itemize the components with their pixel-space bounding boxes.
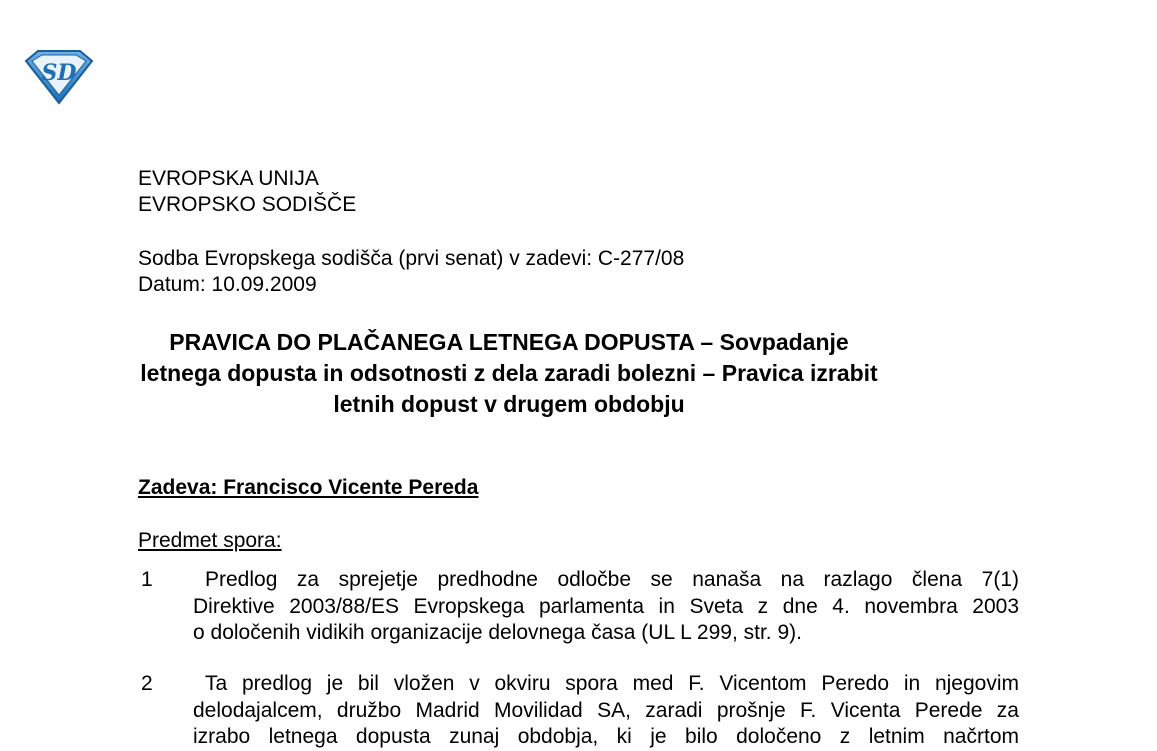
paragraph-1	[193, 567, 1019, 647]
paragraph-2	[193, 671, 1019, 751]
sd-logo	[22, 47, 96, 105]
header-court: EVROPSKO SODIŠČE	[138, 193, 357, 216]
paragraph-line: Predlog za sprejetje predhodne odločbe se nanaša na razlago člena 7(1)	[205, 568, 1019, 591]
case-judgment: Sodba Evropskega sodišča (prvi senat) v zadevi: C-277/08	[138, 247, 685, 270]
paragraph-line: Direktive 2003/88/ES Evropskega parlamenta in Sveta z dne 4. novembra 2003	[193, 594, 1019, 618]
title-line-3: letnih dopust v drugem obdobju	[333, 391, 685, 417]
paragraph-line: delodajalcem, družbo Madrid Movilidad SA, zaradi prošnje F. Vicenta Perede za	[193, 698, 1019, 722]
paragraph-number: 1	[141, 568, 153, 591]
svg-text:SD: SD	[41, 60, 77, 86]
title-line-1: PRAVICA DO PLAČANEGA LETNEGA DOPUSTA – Sovpadanje	[169, 329, 849, 355]
paragraph-line: izrabo letnega dopusta zunaj obdobja, ki je bilo določeno z letnim načrtom	[193, 725, 1019, 748]
document-title	[138, 327, 880, 420]
dispute-heading: Predmet spora:	[138, 529, 282, 552]
case-subject: Zadeva: Francisco Vicente Pereda	[138, 476, 479, 499]
paragraph-line: Ta predlog je bil vložen v okviru spora med F. Vicentom Peredo in njegovim	[205, 672, 1019, 695]
title-line-2: letnega dopusta in odsotnosti z dela zaradi bolezni – Pravica izrabit	[140, 360, 878, 386]
paragraph-line: o določenih vidikih organizacije delovnega časa (UL L 299, str. 9).	[193, 621, 802, 644]
paragraph-number: 2	[141, 672, 153, 695]
header-union: EVROPSKA UNIJA	[138, 167, 319, 190]
case-date: Datum: 10.09.2009	[138, 273, 317, 296]
